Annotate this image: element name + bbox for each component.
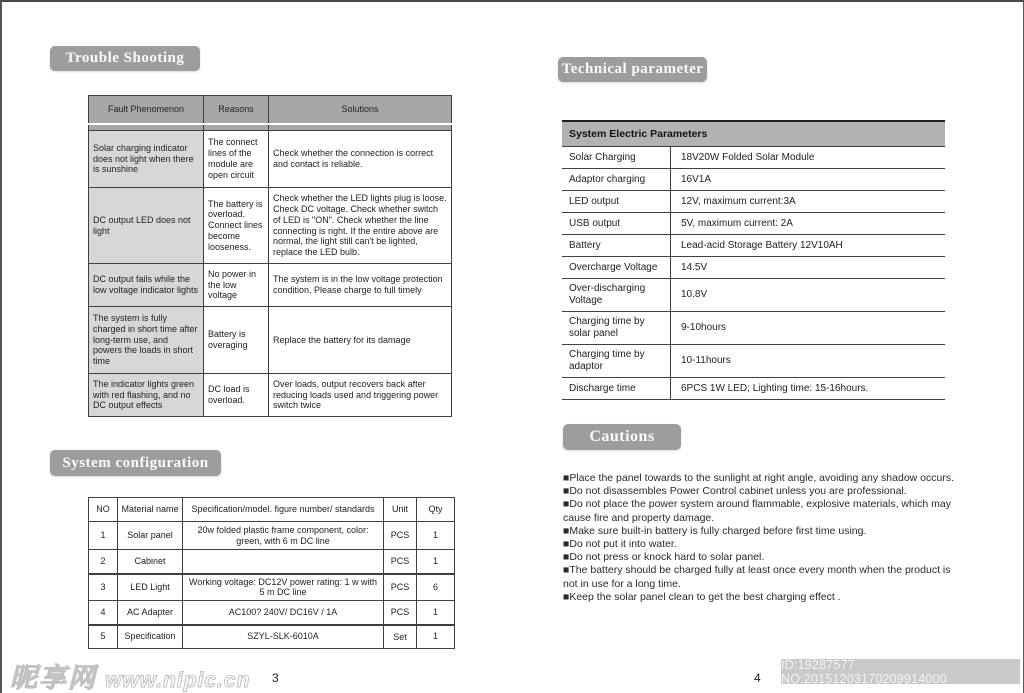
param-value: 12V, maximum current:3A	[670, 191, 945, 212]
nipic-watermark	[10, 656, 250, 693]
config-qty-cell: 1	[417, 550, 455, 574]
param-value: 16V1A	[670, 169, 945, 190]
stock-id-bar: ID:19287577 NO:20151203170209914000	[781, 659, 1020, 684]
caution-item: ■Make sure built-in battery is fully charged before first time using.	[563, 524, 867, 537]
config-header-qty: Qty	[417, 498, 455, 522]
trouble-reason-cell: DC load is overload.	[204, 374, 269, 417]
caution-item: ■Keep the solar panel clean to get the best charging effect .	[563, 590, 841, 603]
technical-parameters-table	[562, 120, 945, 400]
config-spec-cell: 20w folded plastic frame component, color: green, with 6 m DC line	[183, 522, 384, 550]
param-label: LED output	[569, 195, 620, 207]
table-row	[562, 345, 945, 378]
trouble-solution-cell: Over loads, output recovers back after reducing loads used and triggering power switch twice	[269, 374, 452, 417]
param-label: Overcharge Voltage	[569, 261, 658, 273]
param-value: 9-10hours	[670, 312, 945, 344]
config-qty-cell: 1	[417, 625, 455, 649]
table-row	[562, 191, 945, 213]
table-row	[89, 550, 455, 574]
table-row	[89, 188, 452, 264]
config-qty-cell: 1	[417, 601, 455, 625]
caution-item: ■Do not press or knock hard to solar panel.	[563, 551, 765, 564]
params-table-title: System Electric Parameters	[562, 122, 945, 147]
table-row	[89, 522, 455, 550]
table-row	[562, 235, 945, 257]
config-unit-cell: PCS	[384, 601, 417, 625]
config-header-unit: Unit	[384, 498, 417, 522]
trouble-solution-cell: Check whether the connection is correct and contact is reliable.	[269, 131, 452, 188]
config-no-cell: 2	[89, 550, 118, 574]
param-value: 10.8V	[670, 279, 945, 311]
param-value: 14.5V	[670, 257, 945, 278]
trouble-fault-cell: DC output LED does not light	[89, 188, 204, 264]
table-row	[562, 279, 945, 312]
config-spec-cell: AC100? 240V/ DC16V / 1A	[183, 601, 384, 625]
cautions-list	[563, 472, 957, 604]
trouble-header-reasons: Reasons	[204, 96, 269, 124]
system-configuration-table	[88, 497, 455, 649]
param-value: 10-11hours	[670, 345, 945, 377]
config-qty-cell: 6	[417, 574, 455, 601]
table-row	[89, 574, 455, 601]
nipic-url: www.nipic.cn	[105, 669, 251, 692]
param-label: Battery	[569, 239, 601, 251]
trouble-reason-cell: No power in the low voltage	[204, 264, 269, 307]
trouble-reason-cell: The connect lines of the module are open circuit	[204, 131, 269, 188]
technical-parameter-heading	[558, 57, 707, 82]
trouble-header-solutions: Solutions	[269, 96, 452, 124]
caution-item: ■Do not put it into water.	[563, 538, 677, 551]
param-label: Charging time by adaptor	[569, 349, 645, 372]
table-row	[562, 312, 945, 345]
trouble-reason-cell: The battery is overload. Connect lines become looseness.	[204, 188, 269, 264]
config-header-material: Material name	[118, 498, 183, 522]
config-header-no: NO	[89, 498, 118, 522]
table-row	[89, 601, 455, 625]
param-label: Charging time by solar panel	[569, 316, 645, 339]
trouble-solution-cell: The system is in the low voltage protection condition, Please charge to full timely	[269, 264, 452, 307]
param-label: Discharge time	[569, 382, 636, 394]
config-material-cell: Solar panel	[118, 522, 183, 550]
config-unit-cell: PCS	[384, 574, 417, 601]
system-configuration-heading	[50, 450, 221, 476]
param-value: 18V20W Folded Solar Module	[670, 147, 945, 168]
table-row	[562, 147, 945, 169]
config-unit-cell: PCS	[384, 550, 417, 574]
config-no-cell: 4	[89, 601, 118, 625]
technical-parameter-heading-label: Technical parameter	[561, 61, 704, 77]
config-spec-cell: SZYL-SLK-6010A	[183, 625, 384, 649]
trouble-fault-cell: DC output fails while the low voltage indicator lights	[89, 264, 204, 307]
trouble-shooting-table	[88, 95, 452, 417]
table-row	[89, 307, 452, 374]
config-spec-cell: Working voltage: DC12V power rating: 1 w with 5 m DC line	[183, 574, 384, 601]
nipic-logo: 昵享网	[10, 663, 97, 693]
trouble-header-fault: Fault Phenomenon	[89, 96, 204, 124]
cautions-heading	[563, 424, 681, 450]
table-row	[89, 374, 452, 417]
param-label: USB output	[569, 217, 621, 229]
page-number-left: 3	[272, 671, 279, 685]
caution-item: ■The battery should be charged fully at least once every month when the product is not in use for a long time.	[563, 564, 951, 590]
config-no-cell: 5	[89, 625, 118, 649]
trouble-table-header-strip	[89, 124, 452, 131]
config-qty-cell: 1	[417, 522, 455, 550]
config-material-cell: Cabinet	[118, 550, 183, 574]
table-row	[89, 264, 452, 307]
param-label: Adaptor charging	[569, 173, 646, 185]
trouble-reason-cell: Battery is overaging	[204, 307, 269, 374]
trouble-solution-cell: Check whether the LED lights plug is loose. Check DC voltage. Check whether switch of LED is "ON". Check whether the line connecting is right. If the entire above are normal, the light still can't be lighted, replace the LED bulb.	[269, 188, 452, 264]
caution-item: ■Place the panel towards to the sunlight at right angle, avoiding any shadow occurs.	[563, 472, 954, 484]
table-row	[562, 257, 945, 279]
param-value: 6PCS 1W LED; Lighting time: 15-16hours.	[670, 378, 945, 399]
caution-item: ■Do not place the power system around flammable, explosive materials, which may cause fire and property damage.	[563, 498, 952, 524]
table-row	[562, 213, 945, 235]
param-label: Solar Charging	[569, 151, 636, 163]
config-material-cell: Specification	[118, 625, 183, 649]
config-material-cell: AC Adapter	[118, 601, 183, 625]
config-table-header-row	[89, 498, 455, 522]
system-configuration-heading-label: System configuration	[62, 454, 209, 471]
table-row	[89, 625, 455, 649]
table-row	[562, 378, 945, 400]
config-header-spec: Specification/model. figure number/ standards	[183, 498, 384, 522]
config-material-cell: LED Light	[118, 574, 183, 601]
param-value: Lead-acid Storage Battery 12V10AH	[670, 235, 945, 256]
param-value: 5V, maximum current: 2A	[670, 213, 945, 234]
config-no-cell: 1	[89, 522, 118, 550]
trouble-shooting-heading-label: Trouble Shooting	[65, 50, 185, 66]
page-number-right: 4	[754, 671, 761, 685]
table-row	[562, 169, 945, 191]
param-label: Over-discharging Voltage	[569, 283, 646, 306]
trouble-fault-cell: Solar charging indicator does not light when there is sunshine	[89, 131, 204, 188]
cautions-heading-label: Cautions	[589, 428, 655, 445]
trouble-solution-cell: Replace the battery for its damage	[269, 307, 452, 374]
trouble-table-header-row	[89, 96, 452, 124]
trouble-fault-cell: The indicator lights green with red flashing, and no DC output effects	[89, 374, 204, 417]
config-unit-cell: Set	[384, 625, 417, 649]
config-spec-cell	[183, 550, 384, 574]
caution-item: ■Do not disassembles Power Control cabinet unless you are professional.	[563, 485, 907, 498]
config-unit-cell: PCS	[384, 522, 417, 550]
trouble-shooting-heading	[50, 46, 200, 71]
config-no-cell: 3	[89, 574, 118, 601]
table-row	[89, 131, 452, 188]
trouble-fault-cell: The system is fully charged in short time after long-term use, and powers the loads in short time	[89, 307, 204, 374]
